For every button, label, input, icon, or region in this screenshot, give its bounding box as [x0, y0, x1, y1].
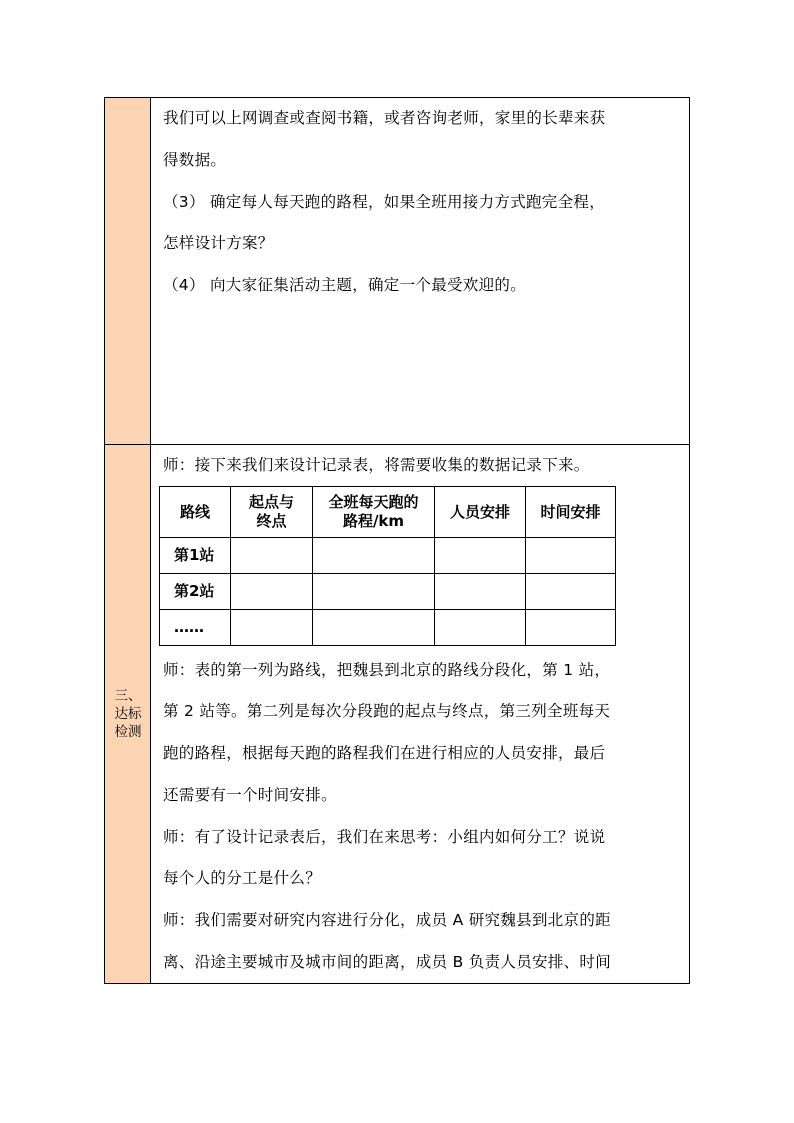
table-header-cell — [435, 487, 526, 538]
paragraph: 还需要有一个时间安排。 — [163, 786, 337, 804]
paragraph: 师：我们需要对研究内容进行分化，成员 A 研究魏县到北京的距 — [163, 911, 611, 929]
table-cell — [435, 538, 526, 574]
header-line: 路程/km — [342, 512, 405, 530]
paragraph: 离、沿途主要城市及城市间的距离，成员 B 负责人员安排、时间 — [163, 953, 611, 971]
table-cell — [231, 610, 313, 646]
section-label-line: 达标 — [114, 706, 142, 722]
table-cell — [313, 574, 435, 610]
paragraph: （3） 确定每人每天跑的路程，如果全班用接力方式跑完全程， — [163, 193, 605, 211]
table-row — [160, 574, 616, 610]
table-cell: 第2站 — [160, 574, 231, 610]
table-row — [160, 538, 616, 574]
table-cell — [435, 610, 526, 646]
table-cell — [231, 538, 313, 574]
row-side-cell — [105, 445, 151, 983]
paragraph: 怎样设计方案？ — [163, 234, 274, 252]
section-label — [105, 687, 151, 741]
table-cell — [526, 574, 616, 610]
table-header-cell — [313, 487, 435, 538]
paragraph: 每个人的分工是什么？ — [163, 869, 322, 887]
section-label-line: 检测 — [114, 724, 142, 740]
record-table — [159, 486, 616, 646]
table-row — [160, 610, 616, 646]
header-line: 全班每天跑的 — [328, 493, 419, 511]
table-header-cell — [160, 487, 231, 538]
header-line: 人员安排 — [449, 502, 510, 521]
table-header-cell — [526, 487, 616, 538]
header-line: 起点与 — [248, 493, 294, 511]
table-cell — [231, 574, 313, 610]
paragraph: 师：有了设计记录表后，我们在来思考：小组内如何分工？说说 — [163, 828, 606, 846]
lesson-row-3 — [105, 445, 689, 983]
table-cell — [526, 538, 616, 574]
row-side-cell — [105, 98, 151, 444]
paragraph: 师：表的第一列为路线，把魏县到北京的路线分段化，第 1 站， — [163, 661, 611, 679]
table-header-row — [160, 487, 616, 538]
header-line: 终点 — [256, 512, 287, 530]
header-line: 时间安排 — [540, 502, 601, 521]
lesson-row-2 — [105, 98, 689, 445]
table-cell: …… — [160, 610, 231, 646]
lesson-table — [104, 97, 690, 984]
table-cell — [526, 610, 616, 646]
table-header-cell — [231, 487, 313, 538]
section-label-line: 三、 — [114, 688, 142, 704]
table-cell — [313, 538, 435, 574]
paragraph: 我们可以上网调查或查阅书籍，或者咨询老师，家里的长辈来获 — [163, 109, 606, 127]
paragraph: 跑的路程，根据每天跑的路程我们在进行相应的人员安排，最后 — [163, 744, 606, 762]
paragraph: 第 2 站等。第二列是每次分段跑的起点与终点，第三列全班每天 — [163, 702, 611, 720]
table-cell — [435, 574, 526, 610]
paragraph: 得数据。 — [163, 151, 227, 169]
table-cell — [313, 610, 435, 646]
intro-paragraph: 师：接下来我们来设计记录表，将需要收集的数据记录下来。 — [163, 456, 590, 474]
table-cell: 第1站 — [160, 538, 231, 574]
paragraph: （4） 向大家征集活动主题，确定一个最受欢迎的。 — [163, 276, 526, 294]
header-line: 路线 — [179, 502, 210, 521]
